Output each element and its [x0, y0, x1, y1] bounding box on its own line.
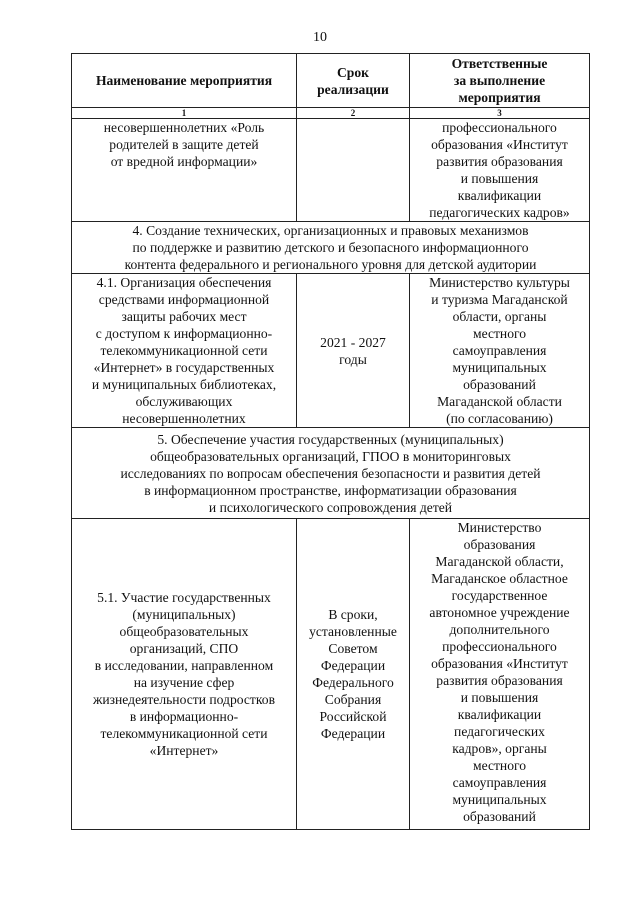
table-row-4-1 [72, 274, 590, 428]
column-number-1: 1 [72, 108, 297, 119]
header-responsible: Ответственные за выполнение мероприятия [410, 54, 590, 108]
header-timeframe: Срок реализации [297, 54, 410, 108]
continued-responsible-cell: профессионального образования «Институт развития образования и повышения квалификации педагогических кадров» [410, 119, 590, 222]
continued-timeframe-cell [297, 119, 410, 222]
item-5-1-timeframe: В сроки, установленные Советом Федерации Федерального Собрания Российской Федерации [297, 519, 410, 830]
item-5-1-responsible: Министерство образования Магаданской области, Магаданское областное государственное автономное учреждение дополнительного профессионального образования «Институт развития образования и повышения квалификации педагогических кадров», органы местного самоуправления муниципальных образований [410, 519, 590, 830]
item-4-1-action: 4.1. Организация обеспечения средствами информационной защиты рабочих мест с доступом к информационно- телекоммуникационной сети «Интернет» в государственных и муниципальных библиотеках, обслуживающих несовершеннолетних [72, 274, 297, 428]
section-5-title: 5. Обеспечение участия государственных (муниципальных) общеобразовательных организаций, ГПОО в мониторинговых исследованиях по вопросам обеспечения безопасности и развития детей в информационном пространстве, информатизации образования и психологического сопровождения детей [72, 428, 590, 519]
section-5-row [72, 428, 590, 519]
action-plan-table [71, 53, 590, 830]
item-4-1-responsible: Министерство культуры и туризма Магаданской области, органы местного самоуправления муниципальных образований Магаданской области (по согласованию) [410, 274, 590, 428]
section-4-row [72, 222, 590, 274]
header-action-name: Наименование мероприятия [72, 54, 297, 108]
table-header-row [72, 54, 590, 108]
column-number-2: 2 [297, 108, 410, 119]
page-number: 10 [313, 30, 327, 45]
item-4-1-timeframe: 2021 - 2027 годы [297, 274, 410, 428]
column-number-row [72, 108, 590, 119]
section-4-title: 4. Создание технических, организационных и правовых механизмов по поддержке и развитию детского и безопасного информационного контента федерального и регионального уровня для детской аудитории [72, 222, 590, 274]
table-row-continued [72, 119, 590, 222]
column-number-3: 3 [410, 108, 590, 119]
item-5-1-action: 5.1. Участие государственных (муниципальных) общеобразовательных организаций, СПО в исследовании, направленном на изучение сфер жизнедеятельности подростков в информационно- телекоммуникационной сети «Интернет» [72, 519, 297, 830]
table-row-5-1 [72, 519, 590, 830]
continued-action-cell: несовершеннолетних «Роль родителей в защите детей от вредной информации» [72, 119, 297, 222]
